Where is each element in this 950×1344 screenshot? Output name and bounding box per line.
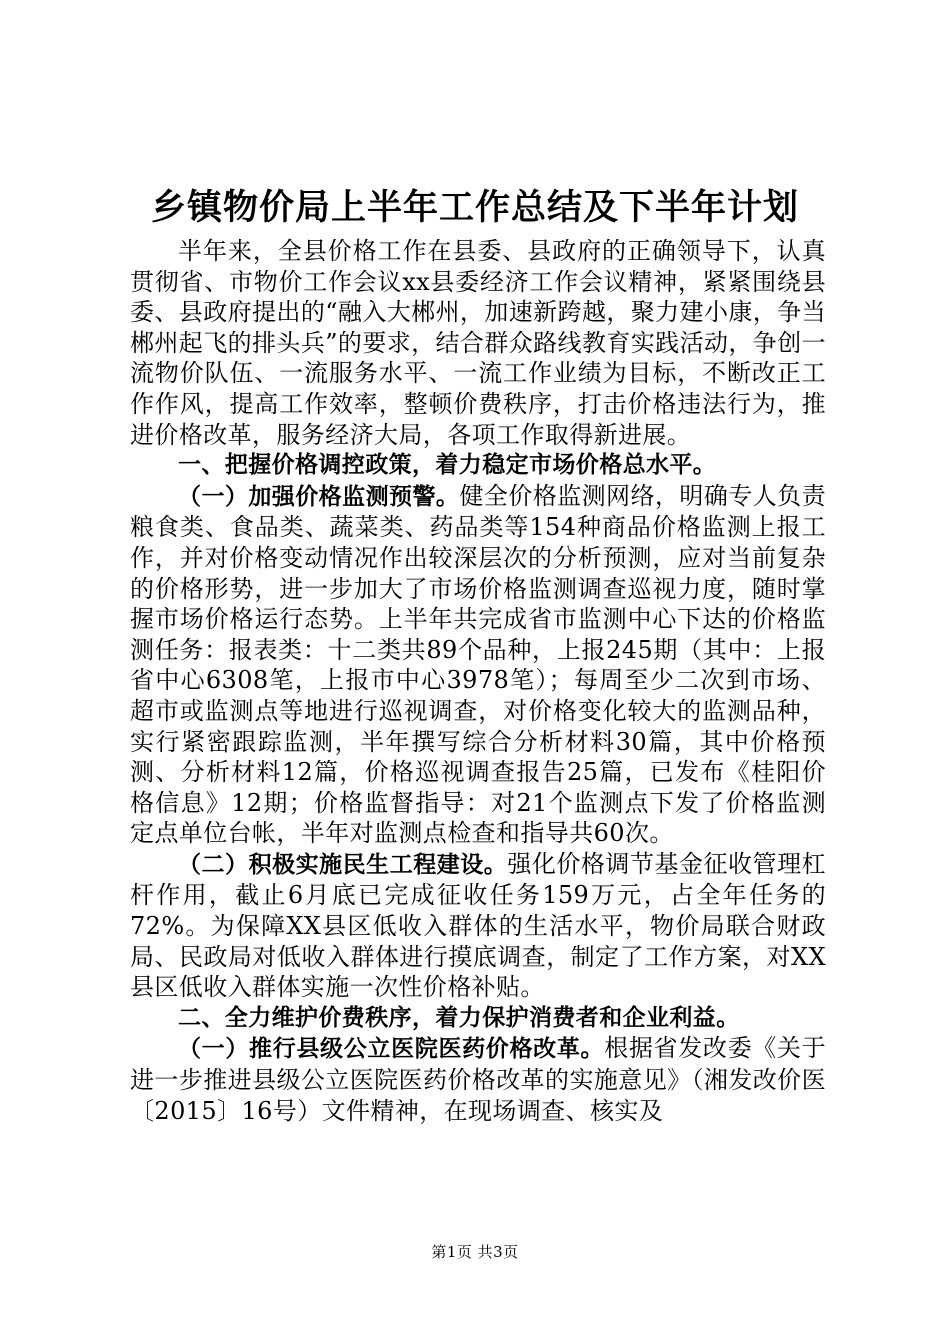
intro-paragraph: 半年来，全县价格工作在县委、县政府的正确领导下，认真贯彻省、市物价工作会议xx县委经济工作会议精神，紧紧围绕县委、县政府提出的“融入大郴州，加速新跨越，聚力建小康，争当郴州起飞的排头兵”的要求，结合群众路线教育实践活动，争创一流物价队伍、一流服务水平、一流工作业绩为目标，不断改正工作作风，提高工作效率，整顿价费秩序，打击价格违法行为，推进价格改革，服务经济大局，各项工作取得新进展。 bbox=[130, 237, 826, 449]
document-title: 乡镇物价局上半年工作总结及下半年计划 bbox=[150, 188, 799, 228]
section-1-heading: 一、把握价格调控政策，着力稳定市场价格总水平。 bbox=[178, 452, 717, 479]
section-1-item-1-text: 健全价格监测网络，明确专人负责粮食类、食品类、蔬菜类、药品类等154种商品价格监测上报工作，并对价格变动情况作出较深层次的分析预测，应对当前复杂的价格形势，进一步加大了市场价格监测调查巡视力度，随时掌握市场价格运行态势。上半年共完成省市监测中心下达的价格监测任务：报表类：十二类共89个品种，上报245期（其中：上报省中心6308笔，上报市中心3978笔）；每周至少二次到市场、超市或监测点等地进行巡视调查，对价格变化较大的监测品种，实行紧密跟踪监测，半年撰写综合分析材料30篇，其中价格预测、分析材料12篇，价格巡视调查报告25篇，已发布《桂阳价格信息》12期；价格监督指导：对21个监测点下发了价格监测定点单位台帐，半年对监测点检查和指导共60次。 bbox=[130, 481, 826, 848]
document-body bbox=[130, 236, 826, 1126]
section-1-item-1-lead: （一）加强价格监测预警。 bbox=[178, 483, 460, 510]
section-1-item-2 bbox=[130, 849, 826, 1003]
page-footer: 第1页 共3页 bbox=[431, 1243, 519, 1261]
section-2-item-1-lead: （一）推行县级公立医院医药价格改革。 bbox=[178, 1036, 605, 1063]
section-2-heading: 二、全力维护价费秩序，着力保护消费者和企业利益。 bbox=[178, 1004, 740, 1031]
section-1-item-2-lead: （二）积极实施民生工程建设。 bbox=[178, 851, 508, 878]
section-1-item-1 bbox=[130, 481, 826, 849]
section-2-item-1 bbox=[130, 1033, 826, 1126]
section-2-item-1-text: 根据省发改委《关于进一步推进县级公立医院医药价格改革的实施意见》（湘发改价医〔2015〕16号）文件精神，在现场调查、核实及 bbox=[130, 1034, 826, 1125]
section-1-item-2-text: 强化价格调节基金征收管理杠杆作用，截止6月底已完成征收任务159万元，占全年任务的72%。为保障XX县区低收入群体的生活水平，物价局联合财政局、民政局对低收入群体进行摸底调查，制定了工作方案，对XX县区低收入群体实施一次性价格补贴。 bbox=[130, 849, 826, 1002]
